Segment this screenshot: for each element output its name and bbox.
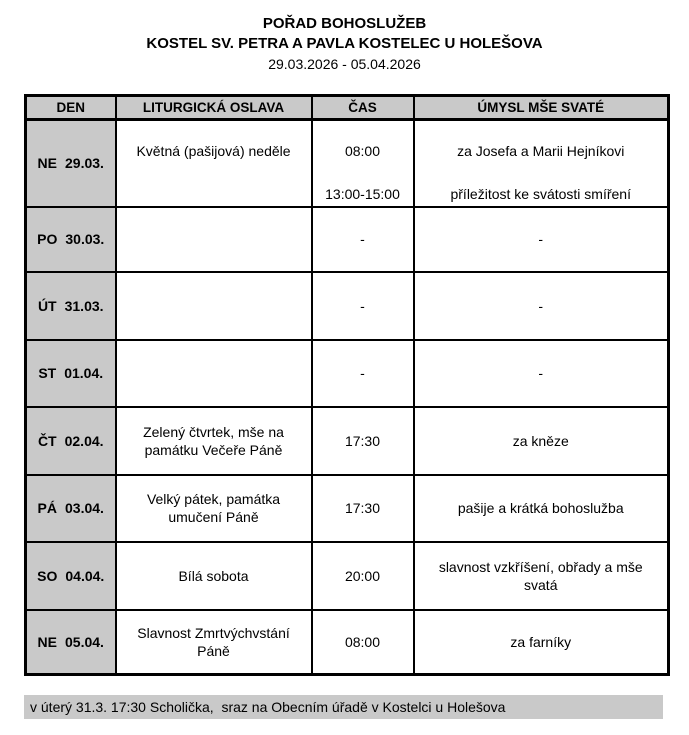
day-abbrev: NE <box>37 633 57 650</box>
time-slot-1: 08:00 <box>344 633 381 650</box>
table-row <box>26 407 669 475</box>
celebration-cell <box>116 207 312 272</box>
day-date: 03.04. <box>65 500 104 516</box>
day-date: 04.04. <box>65 567 105 584</box>
day-date: 02.04. <box>64 432 104 449</box>
intention-1: za farníky <box>510 633 572 650</box>
intention-1: za kněze <box>512 432 569 449</box>
day-cell <box>26 340 116 407</box>
time-slot-1: 17:30 <box>344 500 381 516</box>
church-name: KOSTEL SV. PETRA A PAVLA KOSTELEC U HOLEŠOVA <box>146 35 543 52</box>
celebration-cell <box>116 475 312 542</box>
celebration-cell <box>116 272 312 340</box>
time-slot-1: 17:30 <box>344 432 381 449</box>
celebration-cell <box>116 407 312 475</box>
table-row <box>26 272 669 340</box>
celebration-cell <box>116 120 312 207</box>
table-row <box>26 120 669 207</box>
celebration-cell <box>116 340 312 407</box>
day-date: 31.03. <box>64 297 104 314</box>
intention-1: slavnost vzkříšení, obřady a mše svatá <box>438 558 643 593</box>
col-header-celebration: LITURGICKÁ OSLAVA <box>116 96 312 120</box>
day-date: 29.03. <box>65 155 104 172</box>
table-row <box>26 207 669 272</box>
intention-cell <box>414 407 669 475</box>
day-cell <box>26 610 116 675</box>
time-cell <box>312 120 414 207</box>
table-row <box>26 610 669 675</box>
document-title: POŘAD BOHOSLUŽEB <box>262 15 427 32</box>
day-cell <box>26 475 116 542</box>
time-slot-1: - <box>360 297 365 314</box>
day-cell <box>26 542 116 610</box>
time-cell <box>312 340 414 407</box>
intention-cell <box>414 542 669 610</box>
time-cell <box>312 610 414 675</box>
time-slot-2: 13:00-15:00 <box>325 186 400 202</box>
intention-cell <box>414 207 669 272</box>
col-header-day: DEN <box>26 96 116 120</box>
time-cell <box>312 272 414 340</box>
time-cell <box>312 207 414 272</box>
celebration-cell <box>116 610 312 675</box>
day-date: 01.04. <box>64 365 104 381</box>
day-abbrev: PO <box>37 231 58 247</box>
day-date: 05.04. <box>65 633 104 650</box>
day-cell <box>26 120 116 207</box>
intention-cell <box>414 340 669 407</box>
intention-1: - <box>538 231 544 247</box>
table-row <box>26 340 669 407</box>
celebration-text: Bílá sobota <box>178 567 249 584</box>
table-row <box>26 475 669 542</box>
intention-cell <box>414 475 669 542</box>
celebration-text: Velký pátek, památka umučení Páně <box>146 491 281 525</box>
table-row <box>26 542 669 610</box>
schedule-table <box>24 94 670 676</box>
time-cell <box>312 475 414 542</box>
time-cell <box>312 542 414 610</box>
intention-1: za Josefa a Marii Hejníkovi <box>457 143 625 159</box>
header-row <box>26 96 669 120</box>
col-header-intention: ÚMYSL MŠE SVATÉ <box>414 96 669 120</box>
intention-cell <box>414 120 669 207</box>
date-range: 29.03.2026 - 05.04.2026 <box>268 56 421 72</box>
intention-cell <box>414 610 669 675</box>
footer-note: v úterý 31.3. 17:30 Scholička, sraz na Obecním úřadě v Kostelci u Holešova <box>24 695 663 719</box>
day-abbrev: PÁ <box>37 500 57 516</box>
time-slot-1: 20:00 <box>344 567 381 584</box>
title-block <box>0 14 689 74</box>
day-date: 30.03. <box>65 231 105 247</box>
time-slot-1: - <box>360 231 365 247</box>
day-abbrev: ÚT <box>37 297 57 314</box>
time-slot-1: 08:00 <box>344 143 381 159</box>
celebration-text: Slavnost Zmrtvýchvstání Páně <box>137 624 290 659</box>
time-cell <box>312 407 414 475</box>
day-cell <box>26 272 116 340</box>
intention-1: pašije a krátká bohoslužba <box>457 500 624 516</box>
col-header-time: ČAS <box>312 96 414 120</box>
day-abbrev: NE <box>37 155 57 172</box>
day-abbrev: ST <box>38 365 57 381</box>
day-cell <box>26 407 116 475</box>
intention-1: - <box>538 365 544 381</box>
intention-1: - <box>538 297 544 314</box>
intention-cell <box>414 272 669 340</box>
celebration-text: Květná (pašijová) neděle <box>136 143 291 159</box>
celebration-cell <box>116 542 312 610</box>
time-slot-1: - <box>360 365 365 381</box>
day-abbrev: ČT <box>37 432 57 449</box>
day-abbrev: SO <box>37 567 58 584</box>
celebration-text: Zelený čtvrtek, mše na památku Večeře Páně <box>143 423 284 458</box>
intention-2: příležitost ke svátosti smíření <box>450 186 631 202</box>
day-cell <box>26 207 116 272</box>
